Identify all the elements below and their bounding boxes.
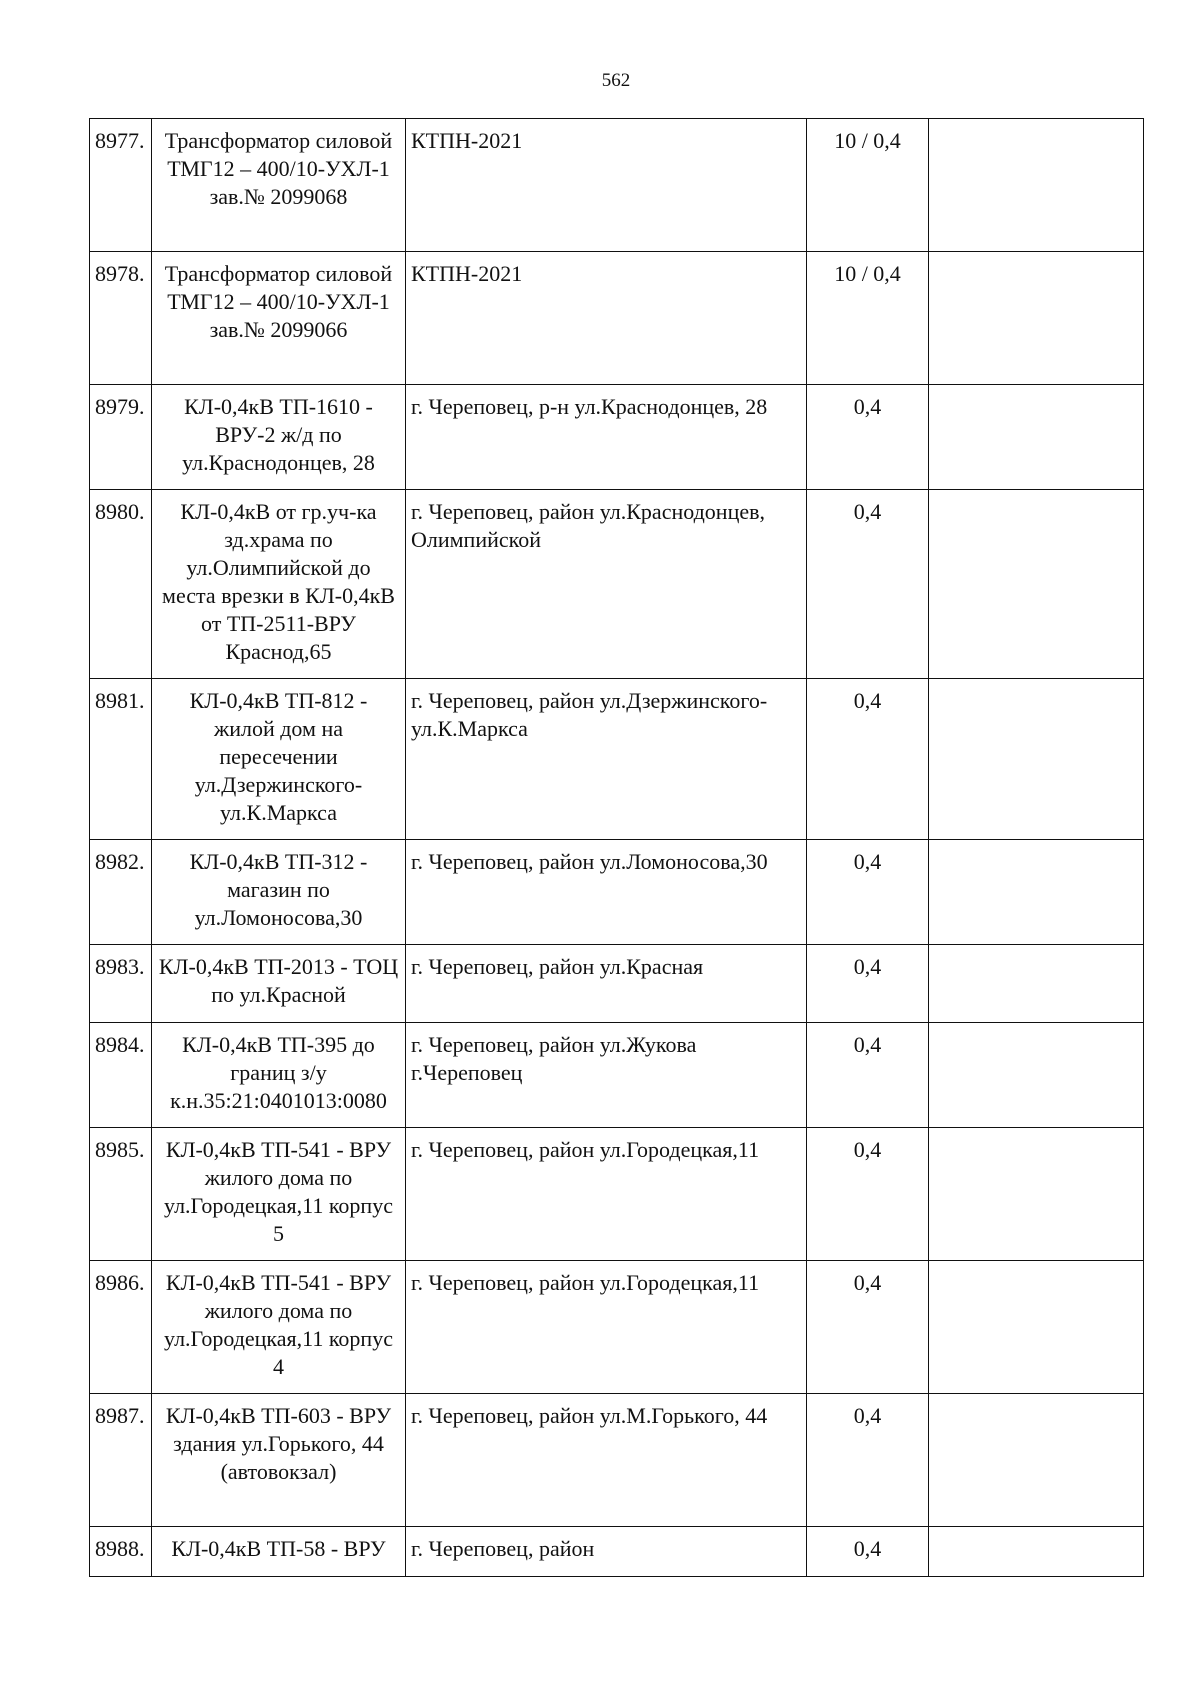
row-number-cell: 8979. [90, 385, 152, 490]
voltage-cell: 0,4 [807, 840, 929, 945]
empty-cell [929, 679, 1144, 840]
location-cell: г. Череповец, район ул.Жукова г.Череповец [406, 1023, 807, 1128]
row-number-cell: 8984. [90, 1023, 152, 1128]
voltage-cell: 0,4 [807, 1261, 929, 1394]
empty-cell [929, 1527, 1144, 1577]
row-number-cell: 8988. [90, 1527, 152, 1577]
object-name-cell: КЛ-0,4кВ ТП-312 - магазин по ул.Ломоносова,30 [152, 840, 406, 945]
row-number-cell: 8985. [90, 1128, 152, 1261]
empty-cell [929, 1128, 1144, 1261]
object-name-cell: КЛ-0,4кВ ТП-2013 - ТОЦ по ул.Красной [152, 945, 406, 1023]
table-row [90, 119, 1144, 252]
location-cell: г. Череповец, район ул.Дзержинского-ул.К.Маркса [406, 679, 807, 840]
empty-cell [929, 252, 1144, 385]
voltage-cell: 0,4 [807, 945, 929, 1023]
location-cell: КТПН-2021 [406, 119, 807, 252]
table-row [90, 490, 1144, 679]
table-row [90, 1128, 1144, 1261]
object-name-cell: Трансформатор силовой ТМГ12 – 400/10-УХЛ-1 зав.№ 2099068 [152, 119, 406, 252]
table-row [90, 679, 1144, 840]
table-row [90, 1023, 1144, 1128]
location-cell: г. Череповец, район ул.Городецкая,11 [406, 1261, 807, 1394]
voltage-cell: 0,4 [807, 385, 929, 490]
table-row [90, 385, 1144, 490]
row-number-cell: 8986. [90, 1261, 152, 1394]
table-row [90, 1261, 1144, 1394]
object-name-cell: КЛ-0,4кВ ТП-58 - ВРУ [152, 1527, 406, 1577]
voltage-cell: 10 / 0,4 [807, 252, 929, 385]
table-row [90, 840, 1144, 945]
object-name-cell: Трансформатор силовой ТМГ12 – 400/10-УХЛ-1 зав.№ 2099066 [152, 252, 406, 385]
object-name-cell: КЛ-0,4кВ ТП-812 - жилой дом на пересечении ул.Дзержинского-ул.К.Маркса [152, 679, 406, 840]
row-number-cell: 8981. [90, 679, 152, 840]
voltage-cell: 0,4 [807, 1527, 929, 1577]
location-cell: г. Череповец, район ул.Красная [406, 945, 807, 1023]
registry-table-body [90, 119, 1144, 1577]
row-number-cell: 8977. [90, 119, 152, 252]
empty-cell [929, 385, 1144, 490]
row-number-cell: 8983. [90, 945, 152, 1023]
row-number-cell: 8987. [90, 1394, 152, 1527]
object-name-cell: КЛ-0,4кВ ТП-603 - ВРУ здания ул.Горького, 44 (автовокзал) [152, 1394, 406, 1527]
row-number-cell: 8980. [90, 490, 152, 679]
empty-cell [929, 1261, 1144, 1394]
empty-cell [929, 1023, 1144, 1128]
row-number-cell: 8982. [90, 840, 152, 945]
object-name-cell: КЛ-0,4кВ ТП-541 - ВРУ жилого дома по ул.Городецкая,11 корпус 5 [152, 1128, 406, 1261]
voltage-cell: 0,4 [807, 679, 929, 840]
location-cell: г. Череповец, район ул.Краснодонцев, Олимпийской [406, 490, 807, 679]
object-name-cell: КЛ-0,4кВ ТП-395 до границ з/у к.н.35:21:0401013:0080 [152, 1023, 406, 1128]
empty-cell [929, 1394, 1144, 1527]
object-name-cell: КЛ-0,4кВ от гр.уч-ка зд.храма по ул.Олимпийской до места врезки в КЛ-0,4кВ от ТП-2511-ВРУ Краснод,65 [152, 490, 406, 679]
location-cell: г. Череповец, р-н ул.Краснодонцев, 28 [406, 385, 807, 490]
voltage-cell: 0,4 [807, 1023, 929, 1128]
location-cell: г. Череповец, район [406, 1527, 807, 1577]
location-cell: КТПН-2021 [406, 252, 807, 385]
empty-cell [929, 840, 1144, 945]
page-number: 562 [601, 70, 631, 91]
empty-cell [929, 119, 1144, 252]
location-cell: г. Череповец, район ул.М.Горького, 44 [406, 1394, 807, 1527]
location-cell: г. Череповец, район ул.Ломоносова,30 [406, 840, 807, 945]
voltage-cell: 0,4 [807, 490, 929, 679]
table-row [90, 945, 1144, 1023]
table-row [90, 1527, 1144, 1577]
voltage-cell: 10 / 0,4 [807, 119, 929, 252]
voltage-cell: 0,4 [807, 1394, 929, 1527]
registry-table [89, 118, 1144, 1577]
table-row [90, 252, 1144, 385]
object-name-cell: КЛ-0,4кВ ТП-541 - ВРУ жилого дома по ул.Городецкая,11 корпус 4 [152, 1261, 406, 1394]
location-cell: г. Череповец, район ул.Городецкая,11 [406, 1128, 807, 1261]
table-row [90, 1394, 1144, 1527]
object-name-cell: КЛ-0,4кВ ТП-1610 - ВРУ-2 ж/д по ул.Краснодонцев, 28 [152, 385, 406, 490]
voltage-cell: 0,4 [807, 1128, 929, 1261]
empty-cell [929, 490, 1144, 679]
empty-cell [929, 945, 1144, 1023]
row-number-cell: 8978. [90, 252, 152, 385]
